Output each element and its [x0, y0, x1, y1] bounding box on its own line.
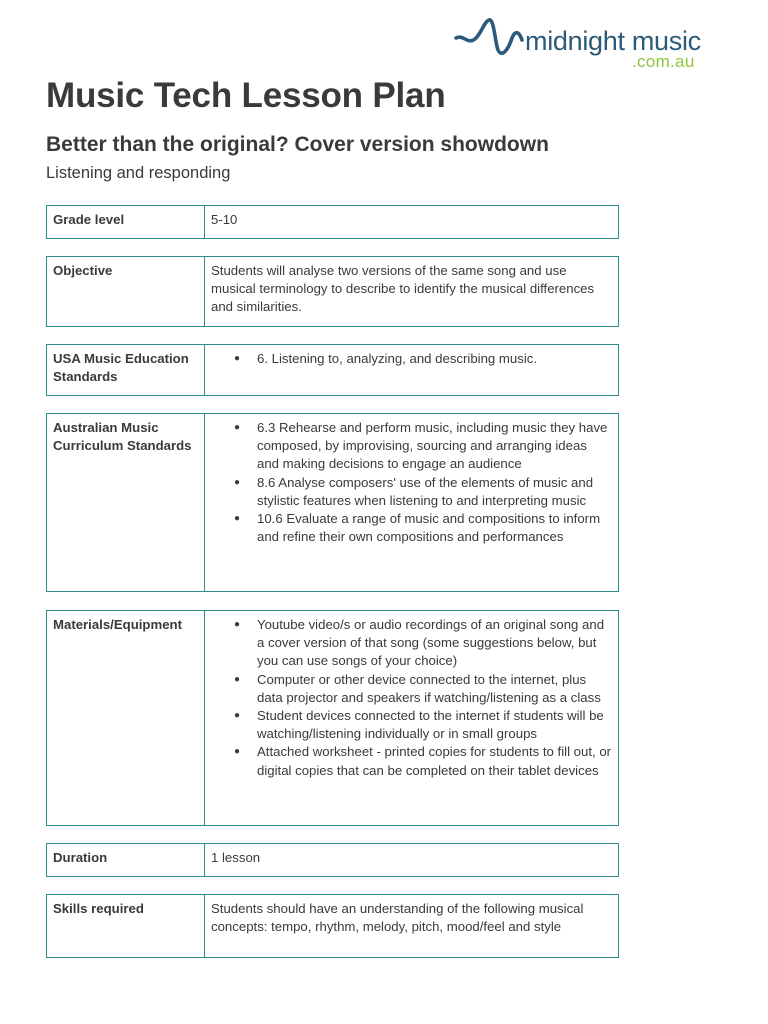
materials-label: Materials/Equipment	[47, 611, 205, 826]
objective-label: Objective	[47, 257, 205, 327]
list-item: ● Attached worksheet - printed copies for students to fill out, or digital copies that can be completed on their tablet devices	[211, 743, 612, 779]
australian-standards-row	[46, 413, 619, 592]
grade-level-row	[46, 205, 619, 239]
list-item: ● 10.6 Evaluate a range of music and compositions to inform and refine their own compositions and performances	[211, 510, 612, 546]
duration-label: Duration	[47, 844, 205, 877]
objective-row	[46, 256, 619, 327]
skills-required-value: Students should have an understanding of the following musical concepts: tempo, rhythm, melody, pitch, mood/feel and style	[205, 895, 619, 958]
logo-brand-text: midnight music	[525, 26, 701, 56]
list-item: ● 6.3 Rehearse and perform music, including music they have composed, by improvising, sourcing and arranging ideas and making decisions to engage an audience	[211, 419, 612, 474]
list-item: ● Youtube video/s or audio recordings of an original song and a cover version of that song (some suggestions below, but you can use songs of your choice)	[211, 616, 612, 671]
lesson-subtitle: Better than the original? Cover version showdown	[46, 133, 549, 156]
australian-standards-value	[205, 414, 619, 592]
midnight-music-logo	[454, 14, 724, 71]
page-title: Music Tech Lesson Plan	[46, 76, 446, 115]
skills-required-label: Skills required	[47, 895, 205, 958]
materials-value	[205, 611, 619, 826]
objective-value: Students will analyse two versions of the same song and use musical terminology to describe to identify the musical differences and similarities.	[205, 257, 619, 327]
list-item: ● Computer or other device connected to the internet, plus data projector and speakers if watching/listening as a class	[211, 671, 612, 707]
list-item: ● 6. Listening to, analyzing, and describing music.	[211, 350, 612, 368]
list-item: ● 8.6 Analyse composers' use of the elements of music and stylistic features when listening to and interpreting music	[211, 474, 612, 510]
duration-value: 1 lesson	[205, 844, 619, 877]
list-item: ● Student devices connected to the internet if students will be watching/listening individually or in small groups	[211, 707, 612, 743]
usa-standards-row	[46, 344, 619, 396]
australian-standards-label: Australian Music Curriculum Standards	[47, 414, 205, 592]
logo-domain-text: .com.au	[632, 52, 695, 71]
lesson-category: Listening and responding	[46, 164, 231, 182]
grade-level-label: Grade level	[47, 206, 205, 239]
usa-standards-value	[205, 345, 619, 396]
skills-required-row	[46, 894, 619, 958]
usa-standards-label: USA Music Education Standards	[47, 345, 205, 396]
grade-level-value: 5-10	[205, 206, 619, 239]
materials-row	[46, 610, 619, 826]
sound-wave-icon	[454, 14, 524, 58]
duration-row	[46, 843, 619, 877]
